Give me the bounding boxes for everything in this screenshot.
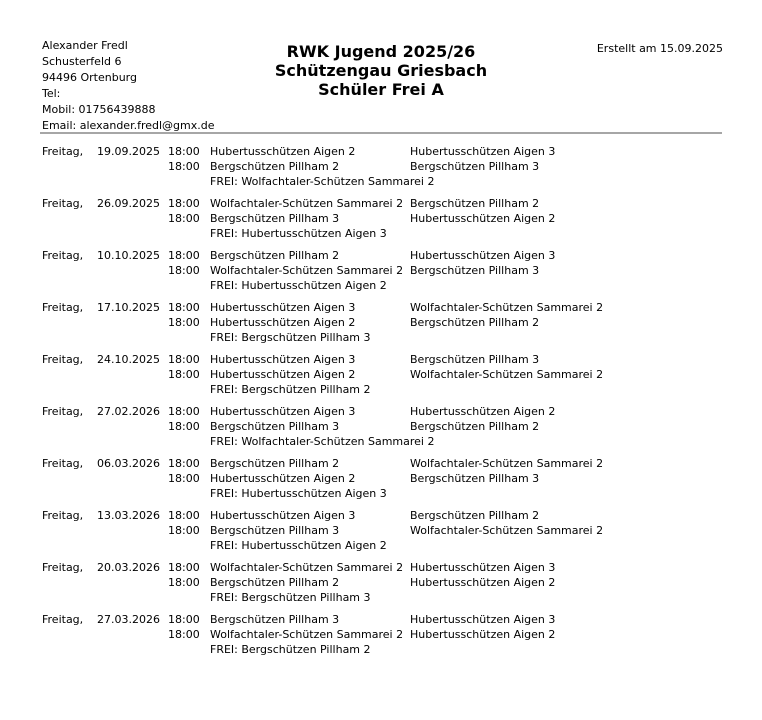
- fixture-free-team: FREI: Hubertusschützen Aigen 2: [210, 279, 387, 292]
- fixture-day: Freitag,: [42, 145, 84, 158]
- fixture-free-team: FREI: Bergschützen Pillham 3: [210, 591, 371, 604]
- fixture-free-team: FREI: Bergschützen Pillham 2: [210, 643, 371, 656]
- match-2-time: 18:00: [168, 472, 200, 485]
- match-1-time: 18:00: [168, 457, 200, 470]
- contact-line: Alexander Fredl: [42, 39, 128, 52]
- match-1-home-team: Bergschützen Pillham 2: [210, 249, 340, 262]
- match-1-away-team: Hubertusschützen Aigen 3: [410, 561, 556, 574]
- fixture-block: [42, 508, 732, 553]
- fixture-block: [42, 456, 732, 501]
- match-1-time: 18:00: [168, 613, 200, 626]
- match-1-home-team: Hubertusschützen Aigen 2: [210, 145, 356, 158]
- match-1-time: 18:00: [168, 197, 200, 210]
- match-2-home-team: Hubertusschützen Aigen 2: [210, 472, 356, 485]
- match-2-home-team: Bergschützen Pillham 2: [210, 160, 340, 173]
- title-line-class: Schüler Frei A: [318, 80, 444, 99]
- match-2-away-team: Bergschützen Pillham 3: [410, 264, 540, 277]
- fixture-block: [42, 352, 732, 397]
- fixture-block: [42, 144, 732, 189]
- fixture-block: [42, 196, 732, 241]
- match-2-away-team: Wolfachtaler-Schützen Sammarei 2: [410, 368, 604, 381]
- fixture-free-team: FREI: Wolfachtaler-Schützen Sammarei 2: [210, 175, 435, 188]
- match-2-time: 18:00: [168, 576, 200, 589]
- fixture-date: 17.10.2025: [97, 301, 160, 314]
- match-2-away-team: Bergschützen Pillham 2: [410, 420, 540, 433]
- fixture-block: [42, 404, 732, 449]
- document-header: [0, 0, 762, 133]
- title-line-competition: RWK Jugend 2025/26: [286, 42, 476, 61]
- match-2-home-team: Bergschützen Pillham 3: [210, 524, 340, 537]
- match-2-away-team: Bergschützen Pillham 2: [410, 316, 540, 329]
- match-2-time: 18:00: [168, 628, 200, 641]
- contact-line: Tel:: [42, 87, 61, 100]
- fixture-free-team: FREI: Bergschützen Pillham 3: [210, 331, 371, 344]
- match-1-away-team: Hubertusschützen Aigen 3: [410, 145, 556, 158]
- fixture-date: 20.03.2026: [97, 561, 160, 574]
- contact-line: 94496 Ortenburg: [42, 71, 137, 84]
- match-1-away-team: Bergschützen Pillham 3: [410, 353, 540, 366]
- header-divider: [40, 132, 722, 134]
- match-1-time: 18:00: [168, 353, 200, 366]
- fixture-block: [42, 560, 732, 605]
- match-2-time: 18:00: [168, 316, 200, 329]
- match-1-home-team: Wolfachtaler-Schützen Sammarei 2: [210, 561, 404, 574]
- match-2-time: 18:00: [168, 212, 200, 225]
- match-1-away-team: Bergschützen Pillham 2: [410, 197, 540, 210]
- fixture-date: 27.03.2026: [97, 613, 160, 626]
- match-1-away-team: Hubertusschützen Aigen 3: [410, 249, 556, 262]
- match-1-time: 18:00: [168, 405, 200, 418]
- match-1-home-team: Hubertusschützen Aigen 3: [210, 509, 356, 522]
- fixture-day: Freitag,: [42, 249, 84, 262]
- fixture-day: Freitag,: [42, 509, 84, 522]
- match-2-home-team: Bergschützen Pillham 3: [210, 420, 340, 433]
- match-2-away-team: Bergschützen Pillham 3: [410, 160, 540, 173]
- title-line-district: Schützengau Griesbach: [274, 61, 488, 80]
- fixture-free-team: FREI: Hubertusschützen Aigen 3: [210, 487, 387, 500]
- match-2-home-team: Bergschützen Pillham 3: [210, 212, 340, 225]
- match-2-home-team: Bergschützen Pillham 2: [210, 576, 340, 589]
- fixture-free-team: FREI: Bergschützen Pillham 2: [210, 383, 371, 396]
- match-2-away-team: Hubertusschützen Aigen 2: [410, 628, 556, 641]
- match-2-time: 18:00: [168, 368, 200, 381]
- fixture-date: 13.03.2026: [97, 509, 160, 522]
- match-1-home-team: Wolfachtaler-Schützen Sammarei 2: [210, 197, 404, 210]
- fixture-date: 06.03.2026: [97, 457, 160, 470]
- schedule-list: [42, 144, 732, 664]
- fixture-day: Freitag,: [42, 197, 84, 210]
- fixture-day: Freitag,: [42, 561, 84, 574]
- match-1-time: 18:00: [168, 301, 200, 314]
- contact-line: Email: alexander.fredl@gmx.de: [42, 119, 215, 132]
- match-2-time: 18:00: [168, 264, 200, 277]
- fixture-block: [42, 248, 732, 293]
- fixture-day: Freitag,: [42, 353, 84, 366]
- match-1-away-team: Bergschützen Pillham 2: [410, 509, 540, 522]
- match-2-time: 18:00: [168, 160, 200, 173]
- match-2-away-team: Hubertusschützen Aigen 2: [410, 576, 556, 589]
- match-1-away-team: Hubertusschützen Aigen 3: [410, 613, 556, 626]
- contact-line: Mobil: 01756439888: [42, 103, 156, 116]
- fixture-day: Freitag,: [42, 457, 84, 470]
- fixture-day: Freitag,: [42, 613, 84, 626]
- match-1-away-team: Hubertusschützen Aigen 2: [410, 405, 556, 418]
- match-2-home-team: Wolfachtaler-Schützen Sammarei 2: [210, 628, 404, 641]
- fixture-free-team: FREI: Hubertusschützen Aigen 3: [210, 227, 387, 240]
- match-2-home-team: Hubertusschützen Aigen 2: [210, 368, 356, 381]
- fixture-block: [42, 612, 732, 657]
- match-1-time: 18:00: [168, 509, 200, 522]
- match-2-away-team: Hubertusschützen Aigen 2: [410, 212, 556, 225]
- match-1-time: 18:00: [168, 145, 200, 158]
- contact-line: Schusterfeld 6: [42, 55, 122, 68]
- match-1-time: 18:00: [168, 249, 200, 262]
- fixture-date: 24.10.2025: [97, 353, 160, 366]
- match-1-away-team: Wolfachtaler-Schützen Sammarei 2: [410, 457, 604, 470]
- fixture-date: 10.10.2025: [97, 249, 160, 262]
- match-1-away-team: Wolfachtaler-Schützen Sammarei 2: [410, 301, 604, 314]
- match-1-home-team: Hubertusschützen Aigen 3: [210, 405, 356, 418]
- match-2-home-team: Wolfachtaler-Schützen Sammarei 2: [210, 264, 404, 277]
- fixture-date: 26.09.2025: [97, 197, 160, 210]
- match-1-time: 18:00: [168, 561, 200, 574]
- fixture-day: Freitag,: [42, 301, 84, 314]
- fixture-free-team: FREI: Wolfachtaler-Schützen Sammarei 2: [210, 435, 435, 448]
- match-2-time: 18:00: [168, 524, 200, 537]
- match-1-home-team: Bergschützen Pillham 3: [210, 613, 340, 626]
- fixture-block: [42, 300, 732, 345]
- fixture-day: Freitag,: [42, 405, 84, 418]
- fixture-date: 19.09.2025: [97, 145, 160, 158]
- match-2-home-team: Hubertusschützen Aigen 2: [210, 316, 356, 329]
- match-2-time: 18:00: [168, 420, 200, 433]
- fixture-free-team: FREI: Hubertusschützen Aigen 2: [210, 539, 387, 552]
- match-1-home-team: Hubertusschützen Aigen 3: [210, 353, 356, 366]
- match-2-away-team: Bergschützen Pillham 3: [410, 472, 540, 485]
- match-1-home-team: Bergschützen Pillham 2: [210, 457, 340, 470]
- match-1-home-team: Hubertusschützen Aigen 3: [210, 301, 356, 314]
- created-date: Erstellt am 15.09.2025: [596, 42, 723, 55]
- match-2-away-team: Wolfachtaler-Schützen Sammarei 2: [410, 524, 604, 537]
- fixture-date: 27.02.2026: [97, 405, 160, 418]
